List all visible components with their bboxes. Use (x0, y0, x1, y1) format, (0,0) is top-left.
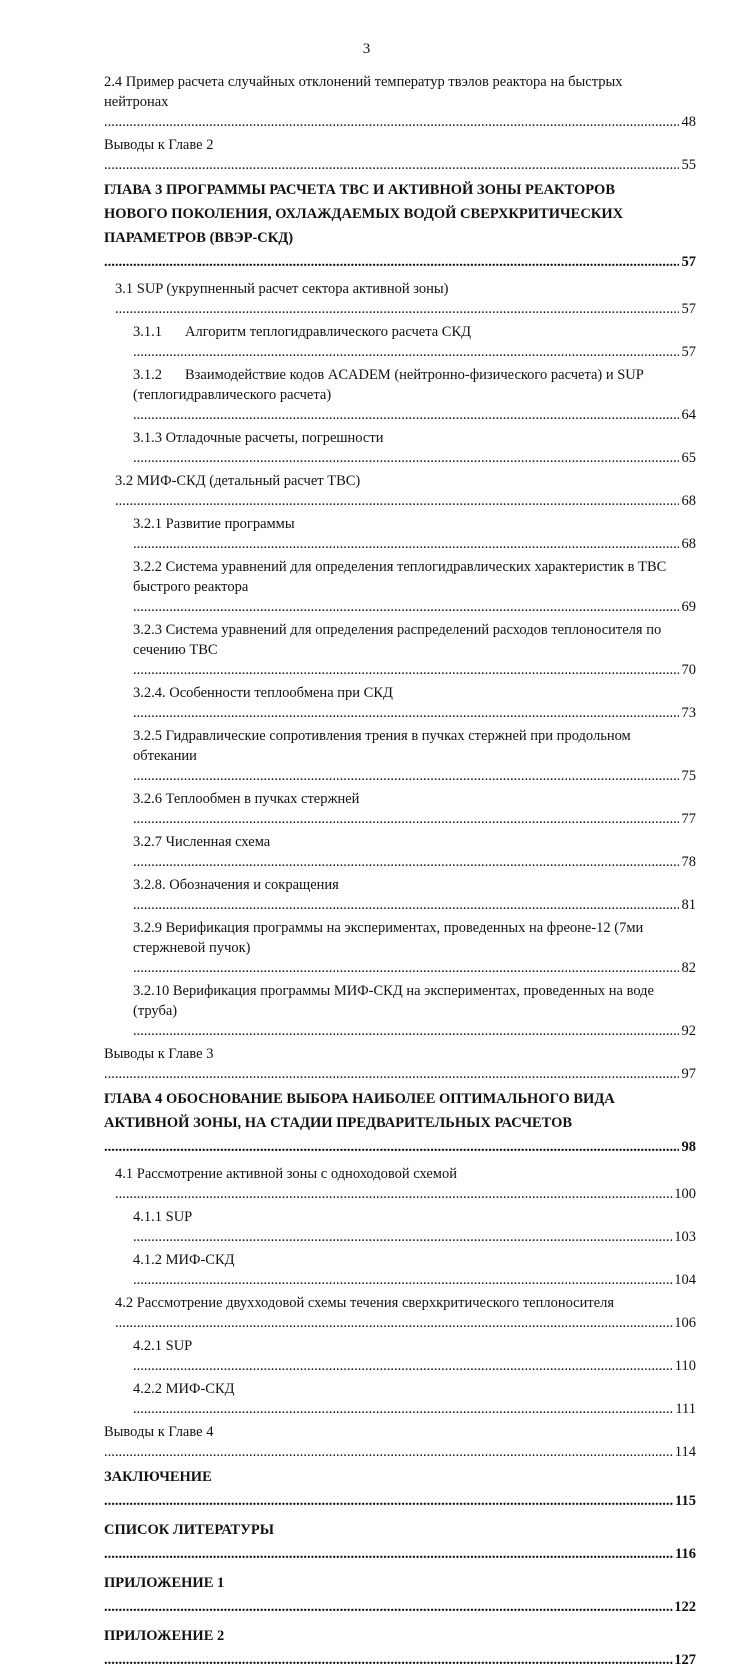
toc-entry[interactable]: 3.2.3 Система уравнений для определения распределений расходов теплоносителя по сечению ТВС ..... 70 (104, 620, 696, 680)
toc-chapter-entry[interactable]: ГЛАВА 4 ОБОСНОВАНИЕ ВЫБОРА НАИБОЛЕЕ ОПТИМАЛЬНОГО ВИДА АКТИВНОЙ ЗОНЫ, НА СТАДИИ ПРЕДВАРИТЕЛЬНЫХ РАСЧЕТОВ ..... 98 (104, 1087, 696, 1159)
toc-entry[interactable]: 3.2.2 Система уравнений для определения теплогидравлических характеристик в ТВС быстрого реактора ..... 69 (104, 557, 696, 617)
toc-entry[interactable]: Выводы к Главе 4 ..... 114 (104, 1422, 696, 1462)
toc-entry[interactable]: 4.1.2 МИФ-СКД ..... 104 (104, 1250, 696, 1290)
toc-section-entry[interactable]: ПРИЛОЖЕНИЕ 2 ..... 127 (104, 1624, 696, 1672)
toc-chapter-entry[interactable]: ГЛАВА 3 ПРОГРАММЫ РАСЧЕТА ТВС И АКТИВНОЙ ЗОНЫ РЕАКТОРОВ НОВОГО ПОКОЛЕНИЯ, ОХЛАЖДАЕМЫХ ВОДОЙ СВЕРХКРИТИЧЕСКИХ ПАРАМЕТРОВ (ВВЭР-СКД) ..... 57 (104, 178, 696, 274)
toc-entry[interactable]: 4.2.2 МИФ-СКД ..... 111 (104, 1379, 696, 1419)
toc-entry[interactable]: 3.2.6 Теплообмен в пучках стержней ..... 77 (104, 789, 696, 829)
toc-entry[interactable]: 3.2.4. Особенности теплообмена при СКД ..... 73 (104, 683, 696, 723)
toc-entry[interactable]: 3.1 SUP (укрупненный расчет сектора активной зоны) ..... 57 (104, 279, 696, 319)
toc-entry[interactable]: 3.2.1 Развитие программы ..... 68 (104, 514, 696, 554)
toc-section-entry[interactable]: ЗАКЛЮЧЕНИЕ ..... 115 (104, 1465, 696, 1513)
toc-entry[interactable]: 4.1.1 SUP ..... 103 (104, 1207, 696, 1247)
toc-entry[interactable]: 3.1.2 Взаимодействие кодов ACADEM (нейтронно-физического расчета) и SUP (теплогидравлического расчета) ..... 64 (104, 365, 696, 425)
page-number: 3 (362, 41, 371, 57)
toc-entry[interactable]: 3.2.10 Верификация программы МИФ-СКД на экспериментах, проведенных на воде (труба) ..... 92 (104, 981, 696, 1041)
toc-entry[interactable]: 3.1.3 Отладочные расчеты, погрешности ..... 65 (104, 428, 696, 468)
toc-entry[interactable]: Выводы к Главе 2 ..... 55 (104, 135, 696, 175)
toc-section-entry[interactable]: ПРИЛОЖЕНИЕ 1 ..... 122 (104, 1571, 696, 1619)
toc-entry[interactable]: 3.2.9 Верификация программы на экспериментах, проведенных на фреоне-12 (7ми стержневой пучок) ..... 82 (104, 918, 696, 978)
toc-entry[interactable]: 3.2.7 Численная схема ..... 78 (104, 832, 696, 872)
toc-entry[interactable]: 3.2 МИФ-СКД (детальный расчет ТВС) ..... 68 (104, 471, 696, 511)
toc-entry[interactable]: 4.1 Рассмотрение активной зоны с одноходовой схемой ..... 100 (104, 1164, 696, 1204)
toc-entry[interactable]: 3.1.1 Алгоритм теплогидравлического расчета СКД ..... 57 (104, 322, 696, 362)
toc-section-entry[interactable]: СПИСОК ЛИТЕРАТУРЫ ..... 116 (104, 1518, 696, 1566)
toc-entry[interactable]: 2.4 Пример расчета случайных отклонений температур твэлов реактора на быстрых нейтронах ..... 48 (104, 72, 696, 132)
toc-entry[interactable]: 4.2 Рассмотрение двухходовой схемы течения сверхкритического теплоносителя ..... 106 (104, 1293, 696, 1333)
toc-entry[interactable]: 3.2.8. Обозначения и сокращения ..... 81 (104, 875, 696, 915)
table-of-contents (104, 72, 696, 1677)
toc-entry[interactable]: Выводы к Главе 3 ..... 97 (104, 1044, 696, 1084)
toc-entry[interactable]: 4.2.1 SUP ..... 110 (104, 1336, 696, 1376)
toc-entry[interactable]: 3.2.5 Гидравлические сопротивления трения в пучках стержней при продольном обтекании ..... 75 (104, 726, 696, 786)
